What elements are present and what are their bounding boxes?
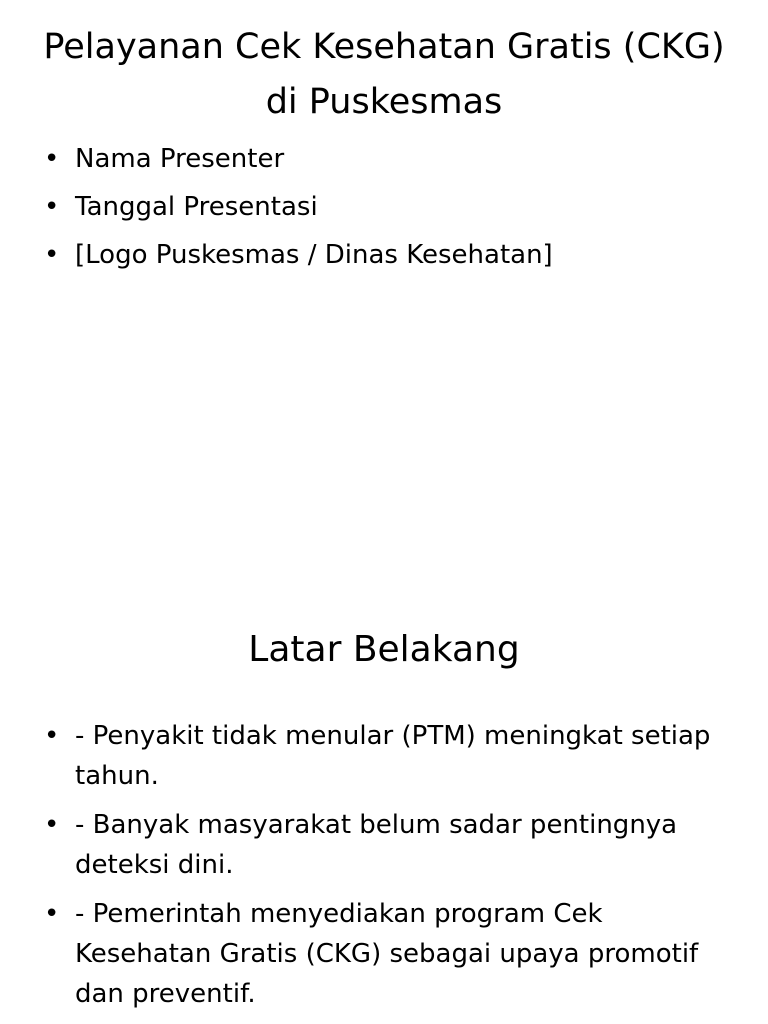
bullet-list <box>44 716 724 1023</box>
bullet-icon: • <box>44 721 60 751</box>
bullet-item <box>44 894 724 1014</box>
background-slide <box>0 610 768 1024</box>
bullet-text: Nama Presenter <box>75 144 285 174</box>
bullet-text: [Logo Puskesmas / Dinas Kesehatan] <box>75 240 553 270</box>
bullet-text: Tanggal Presentasi <box>75 192 318 222</box>
bullet-text: - Banyak masyarakat belum sadar pentingnya deteksi dini. <box>75 810 678 880</box>
bullet-item <box>44 187 724 227</box>
slide-title: Pelayanan Cek Kesehatan Gratis (CKG) di Puskesmas <box>43 27 725 122</box>
bullet-item <box>44 139 724 179</box>
bullet-item <box>44 805 724 885</box>
slide-title: Latar Belakang <box>248 629 520 670</box>
bullet-item <box>44 235 724 275</box>
bullet-text: - Pemerintah menyediakan program Cek Kesehatan Gratis (CKG) sebagai upaya promotif dan preventif. <box>75 899 699 1009</box>
bullet-text: - Penyakit tidak menular (PTM) meningkat setiap tahun. <box>75 721 711 791</box>
bullet-icon: • <box>44 144 60 174</box>
bullet-icon: • <box>44 192 60 222</box>
bullet-item <box>44 716 724 796</box>
bullet-icon: • <box>44 899 60 929</box>
bullet-icon: • <box>44 810 60 840</box>
bullet-list <box>44 139 724 283</box>
bullet-icon: • <box>44 240 60 270</box>
